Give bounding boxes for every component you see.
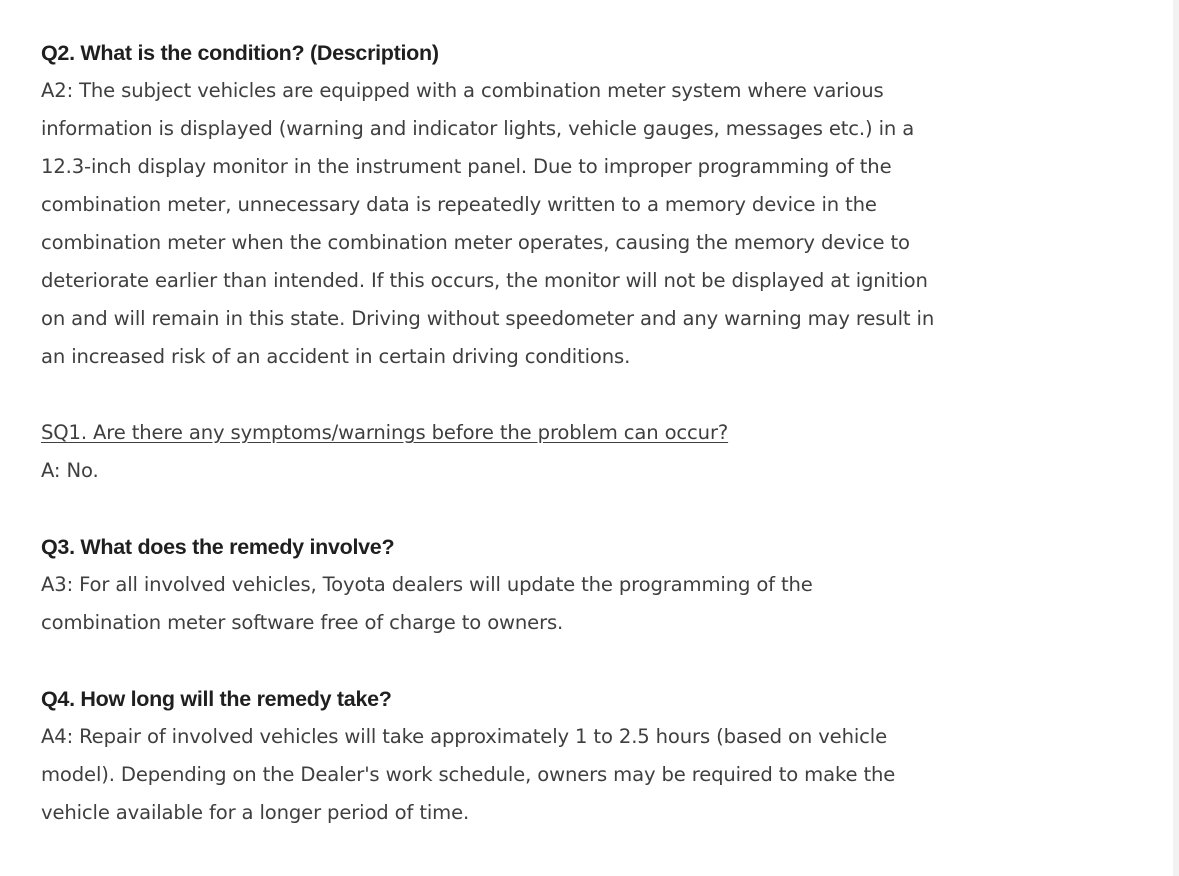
answer-line: 12.3-inch display monitor in the instrument panel. Due to improper programming of the — [41, 155, 892, 178]
section-spacer — [41, 376, 1141, 414]
answer-line: information is displayed (warning and indicator lights, vehicle gauges, messages etc.) in a — [41, 117, 915, 140]
faq-section-q2 — [41, 34, 1141, 376]
subquestion-heading-sq1: SQ1. Are there any symptoms/warnings before the problem can occur? — [41, 421, 729, 444]
answer-line: combination meter when the combination meter operates, causing the memory device to — [41, 231, 910, 254]
faq-section-q3 — [41, 528, 1141, 642]
answer-line: on and will remain in this state. Driving without speedometer and any warning may result in — [41, 307, 935, 330]
answer-text-sq1: A: No. — [41, 459, 99, 482]
question-heading-q3: Q3. What does the remedy involve? — [41, 535, 395, 559]
question-heading-q2: Q2. What is the condition? (Description) — [41, 41, 439, 65]
answer-line: A3: For all involved vehicles, Toyota dealers will update the programming of the — [41, 573, 813, 596]
answer-line: combination meter software free of charge to owners. — [41, 611, 564, 634]
answer-line: A2: The subject vehicles are equipped with a combination meter system where various — [41, 79, 884, 102]
answer-line: combination meter, unnecessary data is repeatedly written to a memory device in the — [41, 193, 877, 216]
page-scroll-edge — [1173, 0, 1179, 876]
answer-text-q3 — [41, 566, 1141, 642]
answer-line: deteriorate earlier than intended. If this occurs, the monitor will not be displayed at ignition — [41, 269, 928, 292]
answer-line: vehicle available for a longer period of time. — [41, 801, 470, 824]
answer-text-q2 — [41, 72, 1141, 376]
faq-content — [41, 34, 1141, 832]
section-spacer — [41, 642, 1141, 680]
answer-line: A4: Repair of involved vehicles will take approximately 1 to 2.5 hours (based on vehicle — [41, 725, 887, 748]
answer-line: model). Depending on the Dealer's work schedule, owners may be required to make the — [41, 763, 896, 786]
faq-section-q4 — [41, 680, 1141, 832]
faq-section-sq1 — [41, 414, 1141, 490]
question-heading-q4: Q4. How long will the remedy take? — [41, 687, 392, 711]
answer-text-q4 — [41, 718, 1141, 832]
section-spacer — [41, 490, 1141, 528]
answer-line: an increased risk of an accident in certain driving conditions. — [41, 345, 631, 368]
